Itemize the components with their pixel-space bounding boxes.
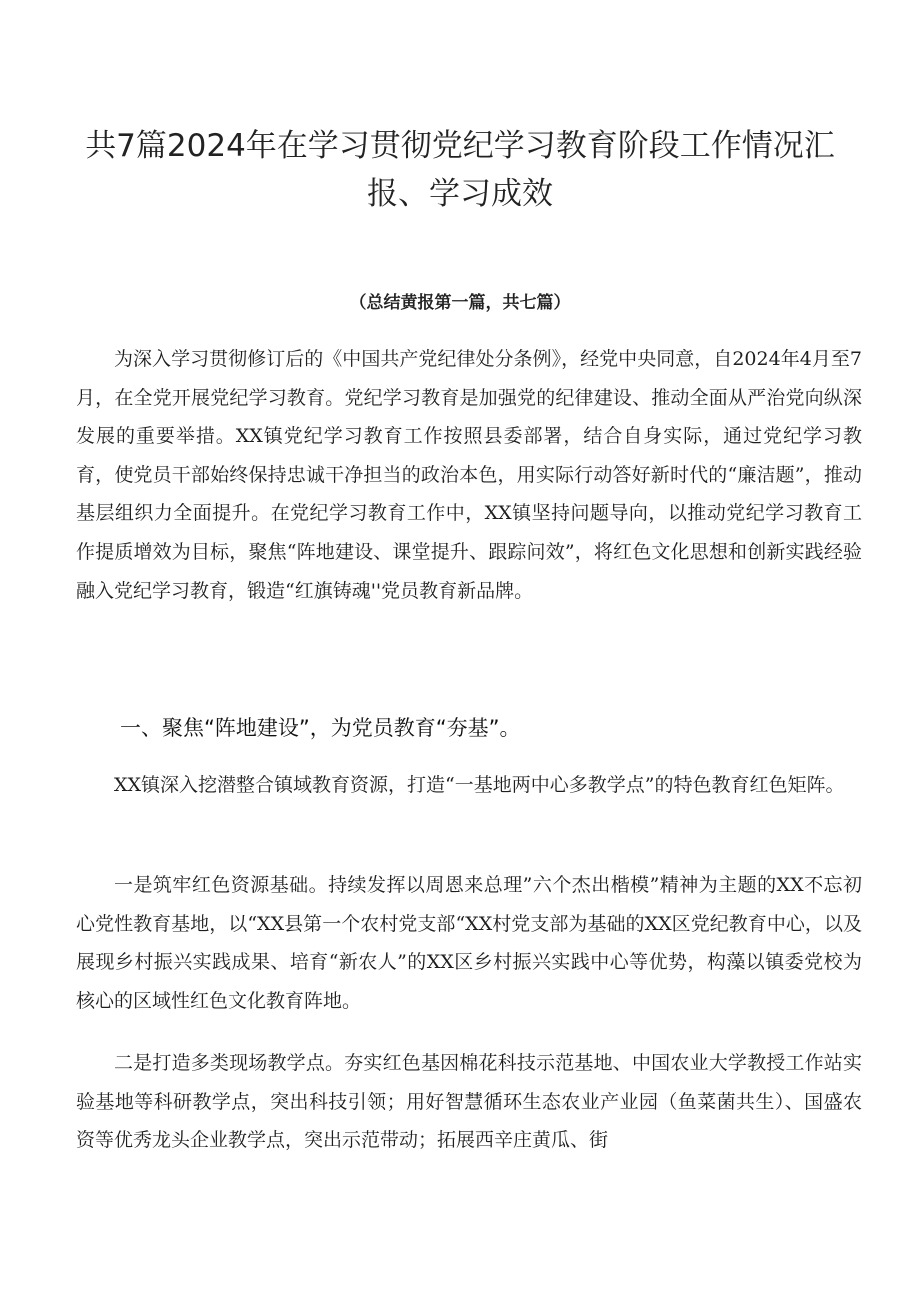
document-subtitle: （总结黄报第一篇，共七篇） bbox=[349, 293, 571, 313]
document-title: 共7篇2024年在学习贯彻党纪学习教育阶段工作情况汇报、学习成效 bbox=[85, 128, 835, 212]
section-heading: 一、聚焦“阵地建设”，为党员教育“夯基”。 bbox=[120, 716, 521, 740]
paragraph-intro: 为深入学习贯彻修订后的《中国共产党纪律处分条例》，经党中央同意，自2024年4月至7月，在全党开展党纪学习教育。党纪学习教育是加强党的纪律建设、推动全面从严治党向纵深发展的重要举措。XX镇党纪学习教育工作按照县委部署，结合自身实际，通过党纪学习教育，使党员干部始终保持忠诚干净担当的政治本色，用实际行动答好新时代的“廉洁题”，推动基层组织力全面提升。在党纪学习教育工作中，XX镇坚持问题导向，以推动党纪学习教育工作提质增效为目标，聚焦“阵地建设、课堂提升、跟踪问效”，将红色文化思想和创新实践经验融入党纪学习教育，锻造“红旗铸魂''党员教育新品牌。 bbox=[76, 348, 862, 602]
paragraph-section-intro: XX镇深入挖潜整合镇域教育资源，打造“一基地两中心多教学点”的特色教育红色矩阵。 bbox=[114, 774, 845, 796]
paragraph-point-one: 一是筑牢红色资源基础。持续发挥以周恩来总理”六个杰出楷模”精神为主题的XX不忘初心党性教育基地，以“XX县第一个农村党支部“XX村党支部为基础的XX区党纪教育中心，以及展现乡村振兴实践成果、培育“新农人”的XX区乡村振兴实践中心等优势，构藻以镇委党校为核心的区域性红色文化教育阵地。 bbox=[76, 874, 862, 1012]
paragraph-point-two: 二是打造多类现场教学点。夯实红色基因棉花科技示范基地、中国农业大学教授工作站实验基地等科研教学点，突出科技引领；用好智慧循环生态农业产业园（鱼菜菌共生）、国盛农资等优秀龙头企业教学点，突出示范带动；拓展西辛庄黄瓜、街 bbox=[76, 1052, 862, 1152]
